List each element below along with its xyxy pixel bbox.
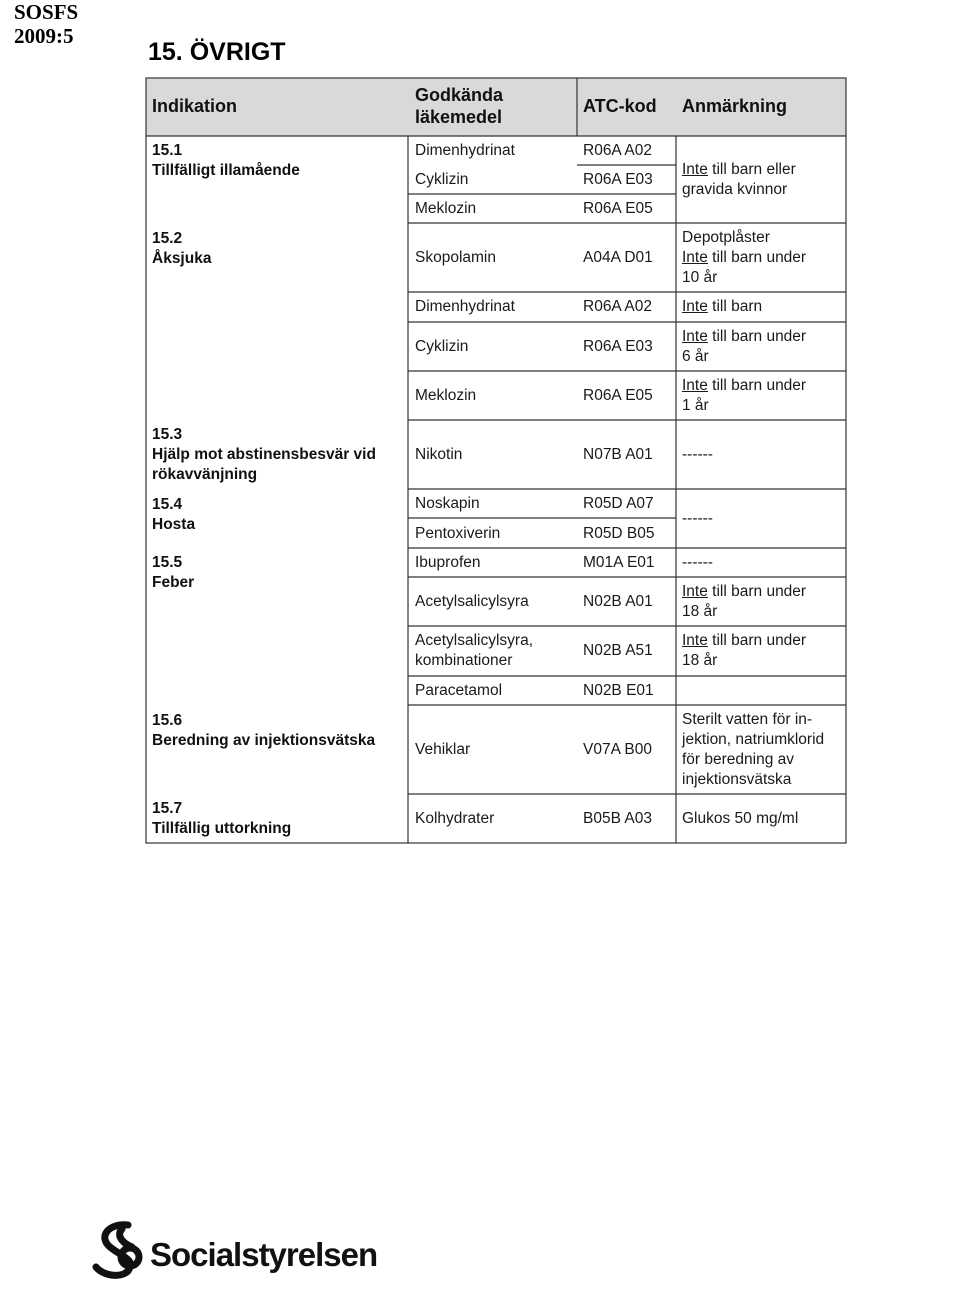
drug-name: Vehiklar: [415, 741, 471, 758]
atc-code: R06A E03: [583, 171, 653, 188]
remark-inte: Inte: [682, 583, 708, 600]
indication-name: Feber: [152, 574, 195, 591]
remark-text: till barn under: [712, 632, 807, 649]
remark-text-line2: 18 år: [682, 603, 718, 620]
column-header-drugs-line2: läkemedel: [415, 107, 503, 127]
indication-number: 15.1: [152, 142, 183, 159]
drug-name-multiline: [415, 631, 533, 671]
indication-name: Tillfällig uttorkning: [152, 820, 292, 837]
drug-name: Paracetamol: [415, 682, 503, 699]
atc-code: R06A E03: [583, 338, 653, 355]
remark-text: till barn eller: [712, 161, 796, 178]
remark-text: Depotplåster: [682, 229, 770, 246]
remark-text-line4: injektionsvätska: [682, 771, 792, 788]
atc-code: V07A B00: [583, 741, 652, 758]
indication-15-4: [152, 495, 195, 535]
drug-name: Ibuprofen: [415, 554, 481, 571]
document-id-line1: SOSFS: [14, 0, 79, 24]
drug-name: Meklozin: [415, 387, 477, 404]
indication-number: 15.7: [152, 800, 183, 817]
drug-name: Cyklizin: [415, 171, 469, 188]
drug-name: Meklozin: [415, 200, 477, 217]
indication-15-1: [152, 141, 300, 181]
atc-code: N02B A51: [583, 642, 653, 659]
drug-name: Dimenhydrinat: [415, 298, 515, 315]
atc-code: A04A D01: [583, 249, 653, 266]
remark-text-line2: jektion, natriumklorid: [682, 731, 825, 748]
remark-text: till barn under: [712, 249, 807, 266]
indication-number: 15.2: [152, 230, 183, 247]
indication-number: 15.5: [152, 554, 183, 571]
indication-name: Åksjuka: [152, 250, 212, 267]
remark-dashes: ------: [682, 510, 713, 527]
remark-inte: Inte: [682, 328, 708, 345]
column-header-atc: ATC-kod: [583, 96, 657, 116]
remark-text: till barn under: [712, 583, 807, 600]
logo-wordmark: Socialstyrelsen: [150, 1236, 378, 1273]
remark-under-18: [682, 631, 806, 671]
atc-code: R06A A02: [583, 142, 652, 159]
remark-text: till barn: [712, 298, 763, 315]
remark-dashes: ------: [682, 446, 713, 463]
atc-code: R05D A07: [583, 495, 654, 512]
remark-patch-under-10: [682, 228, 806, 288]
indication-15-6: [152, 711, 375, 751]
remark-sterile-water: [682, 710, 824, 790]
atc-code: R05D B05: [583, 525, 655, 542]
column-header-indication: Indikation: [152, 96, 237, 116]
document-id-line2: 2009:5: [14, 24, 74, 48]
indication-15-5: [152, 553, 194, 593]
section-title: 15. ÖVRIGT: [148, 38, 286, 66]
remark-dashes: ------: [682, 554, 713, 571]
remark-inte: Inte: [682, 298, 708, 315]
remark-glucose: Glukos 50 mg/ml: [682, 810, 799, 827]
remark-text: till barn under: [712, 377, 807, 394]
drug-name: Nikotin: [415, 446, 463, 463]
remark-text: Sterilt vatten för in-: [682, 711, 813, 728]
drug-name: Acetylsalicylsyra: [415, 593, 529, 610]
indication-name: Hosta: [152, 516, 196, 533]
remark-inte: Inte: [682, 161, 708, 178]
column-header-remark: Anmärkning: [682, 96, 788, 116]
atc-code: N02B A01: [583, 593, 653, 610]
indication-15-2: [152, 229, 211, 269]
drug-name-line2: kombinationer: [415, 652, 513, 669]
remark-under-18: [682, 582, 806, 622]
indication-number: 15.6: [152, 712, 183, 729]
atc-code: R06A A02: [583, 298, 652, 315]
indication-15-3: [152, 425, 376, 485]
atc-code: R06A E05: [583, 200, 653, 217]
atc-code: N02B E01: [583, 682, 654, 699]
remark-text-line2: 18 år: [682, 652, 718, 669]
indication-name: Tillfälligt illamående: [152, 162, 300, 179]
indication-number: 15.3: [152, 426, 183, 443]
indication-name-line2: rökavvänjning: [152, 466, 258, 483]
remark-text-line3: för beredning av: [682, 751, 795, 768]
drug-name: Pentoxiverin: [415, 525, 501, 542]
remark-text-line3: 10 år: [682, 269, 718, 286]
indication-name: Hjälp mot abstinensbesvär vid: [152, 446, 376, 463]
atc-code: M01A E01: [583, 554, 655, 571]
remark-text-line2: gravida kvinnor: [682, 181, 788, 198]
remark-inte: Inte: [682, 377, 708, 394]
column-header-drugs: [415, 84, 503, 128]
indication-number: 15.4: [152, 496, 183, 513]
remark-inte: Inte: [682, 249, 708, 266]
remark-under-6: [682, 327, 806, 367]
drug-name: Kolhydrater: [415, 810, 495, 827]
drug-name: Skopolamin: [415, 249, 496, 266]
atc-code: N07B A01: [583, 446, 653, 463]
remark-text: till barn under: [712, 328, 807, 345]
column-header-drugs-line1: Godkända: [415, 85, 504, 105]
drug-name: Dimenhydrinat: [415, 142, 515, 159]
remark-not-children-pregnant: [682, 160, 796, 200]
remark-text-line2: 6 år: [682, 348, 709, 365]
drug-name: Cyklizin: [415, 338, 469, 355]
remark-under-1: [682, 376, 806, 416]
remark-inte: Inte: [682, 632, 708, 649]
indication-name: Beredning av injektionsvätska: [152, 732, 376, 749]
drug-name: Noskapin: [415, 495, 480, 512]
atc-code: R06A E05: [583, 387, 653, 404]
remark-text-line2: 1 år: [682, 397, 709, 414]
atc-code: B05B A03: [583, 810, 652, 827]
indication-15-7: [152, 799, 291, 839]
remark-not-children: [682, 297, 762, 317]
drug-name: Acetylsalicylsyra,: [415, 632, 533, 649]
